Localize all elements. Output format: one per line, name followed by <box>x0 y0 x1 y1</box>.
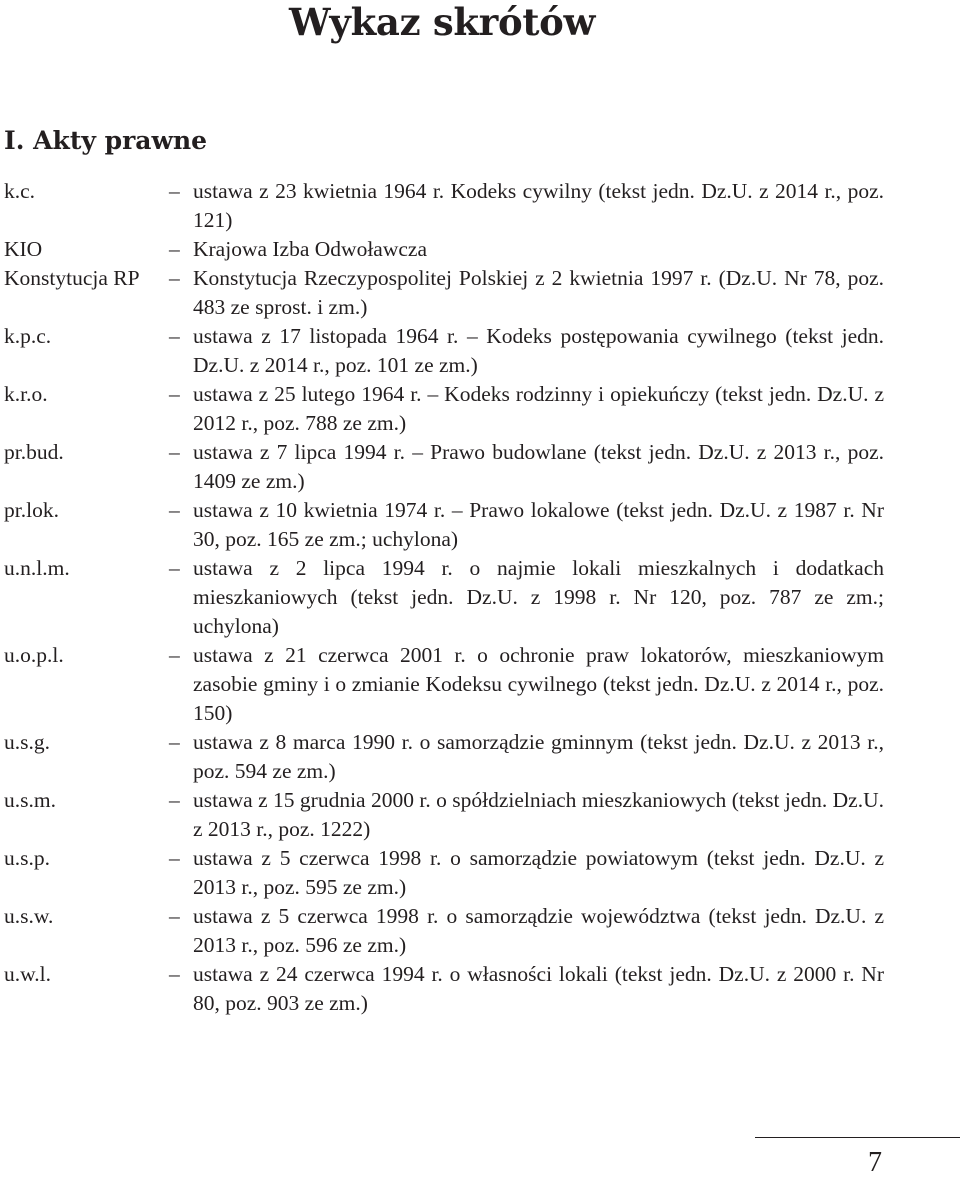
entry-dash: – <box>169 643 180 667</box>
abbreviation-term: u.o.p.l. <box>4 643 64 667</box>
abbreviation-definition: ustawa z 5 czerwca 1998 r. o samorządzie województwa (tekst jedn. Dz.U. z 2013 r., poz. 596 ze zm.) <box>193 904 884 957</box>
entry-dash: – <box>169 324 180 348</box>
entry-dash: – <box>169 266 180 290</box>
entry-dash: – <box>169 730 180 754</box>
abbreviation-term: u.s.p. <box>4 846 50 870</box>
abbreviation-definition: ustawa z 23 kwietnia 1964 r. Kodeks cywilny (tekst jedn. Dz.U. z 2014 r., poz. 121) <box>193 179 884 232</box>
abbreviation-entry <box>4 786 884 844</box>
abbreviation-entry <box>4 728 884 786</box>
entry-dash: – <box>169 237 180 261</box>
abbreviation-definition: ustawa z 10 kwietnia 1974 r. – Prawo lokalowe (tekst jedn. Dz.U. z 1987 r. Nr 30, poz. 165 ze zm.; uchylona) <box>193 498 884 551</box>
abbreviation-definition: ustawa z 17 listopada 1964 r. – Kodeks postępowania cywilnego (tekst jedn. Dz.U. z 2014 r., poz. 101 ze zm.) <box>193 324 884 377</box>
entry-dash: – <box>169 962 180 986</box>
abbreviation-definition: ustawa z 24 czerwca 1994 r. o własności lokali (tekst jedn. Dz.U. z 2000 r. Nr 80, poz. 903 ze zm.) <box>193 962 884 1015</box>
entry-dash: – <box>169 788 180 812</box>
entry-dash: – <box>169 382 180 406</box>
abbreviation-definition: ustawa z 25 lutego 1964 r. – Kodeks rodzinny i opiekuńczy (tekst jedn. Dz.U. z 2012 r., poz. 788 ze zm.) <box>193 382 884 435</box>
entry-dash: – <box>169 179 180 203</box>
abbreviation-term: u.s.g. <box>4 730 50 754</box>
abbreviation-term: pr.lok. <box>4 498 59 522</box>
footer-rule <box>755 1137 960 1138</box>
abbreviation-entry <box>4 235 884 264</box>
abbreviation-entry <box>4 496 884 554</box>
abbreviation-term: pr.bud. <box>4 440 64 464</box>
abbreviation-term: KIO <box>4 237 43 261</box>
abbreviation-entry <box>4 177 884 235</box>
abbreviation-definition: ustawa z 8 marca 1990 r. o samorządzie gminnym (tekst jedn. Dz.U. z 2013 r., poz. 594 ze zm.) <box>193 730 884 783</box>
abbreviation-term: u.w.l. <box>4 962 51 986</box>
abbreviation-entry <box>4 960 884 1018</box>
abbreviation-entry <box>4 844 884 902</box>
abbreviation-entry <box>4 322 884 380</box>
abbreviation-definition: ustawa z 5 czerwca 1998 r. o samorządzie powiatowym (tekst jedn. Dz.U. z 2013 r., poz. 595 ze zm.) <box>193 846 884 899</box>
abbreviation-term: Konstytucja RP <box>4 266 140 290</box>
abbreviation-definition: ustawa z 15 grudnia 2000 r. o spółdzielniach mieszkaniowych (tekst jedn. Dz.U. z 2013 r., poz. 1222) <box>193 788 884 841</box>
page-number: 7 <box>868 1147 882 1178</box>
abbreviation-definition: ustawa z 2 lipca 1994 r. o najmie lokali mieszkalnych i dodatkach mieszkaniowych (tekst jedn. Dz.U. z 1998 r. Nr 120, poz. 787 ze zm.; uchylona) <box>193 556 884 638</box>
abbreviation-entry <box>4 380 884 438</box>
abbreviation-entry <box>4 641 884 728</box>
abbreviation-definition: ustawa z 21 czerwca 2001 r. o ochronie praw lokatorów, mieszkaniowym zasobie gminy i o zmianie Kodeksu cywilnego (tekst jedn. Dz.U. z 2014 r., poz. 150) <box>193 643 884 725</box>
abbreviation-definition: Konstytucja Rzeczypospolitej Polskiej z 2 kwietnia 1997 r. (Dz.U. Nr 78, poz. 483 ze sprost. i zm.) <box>193 266 884 319</box>
abbreviation-definition: ustawa z 7 lipca 1994 r. – Prawo budowlane (tekst jedn. Dz.U. z 2013 r., poz. 1409 ze zm.) <box>193 440 884 493</box>
abbreviation-entry <box>4 902 884 960</box>
entry-dash: – <box>169 556 180 580</box>
abbreviation-term: u.n.l.m. <box>4 556 70 580</box>
page-title: Wykaz skrótów <box>288 0 596 44</box>
abbreviation-term: k.r.o. <box>4 382 48 406</box>
abbreviation-entry <box>4 264 884 322</box>
entry-dash: – <box>169 904 180 928</box>
abbreviation-term: u.s.m. <box>4 788 56 812</box>
entry-dash: – <box>169 846 180 870</box>
entry-dash: – <box>169 440 180 464</box>
abbreviation-term: k.c. <box>4 179 36 203</box>
abbreviation-definition: Krajowa Izba Odwoławcza <box>193 237 427 261</box>
abbreviation-term: u.s.w. <box>4 904 54 928</box>
abbreviation-term: k.p.c. <box>4 324 52 348</box>
abbreviation-entry <box>4 438 884 496</box>
section-heading: I. Akty prawne <box>4 126 208 155</box>
entry-dash: – <box>169 498 180 522</box>
abbreviation-list <box>4 177 884 1018</box>
abbreviation-entry <box>4 554 884 641</box>
